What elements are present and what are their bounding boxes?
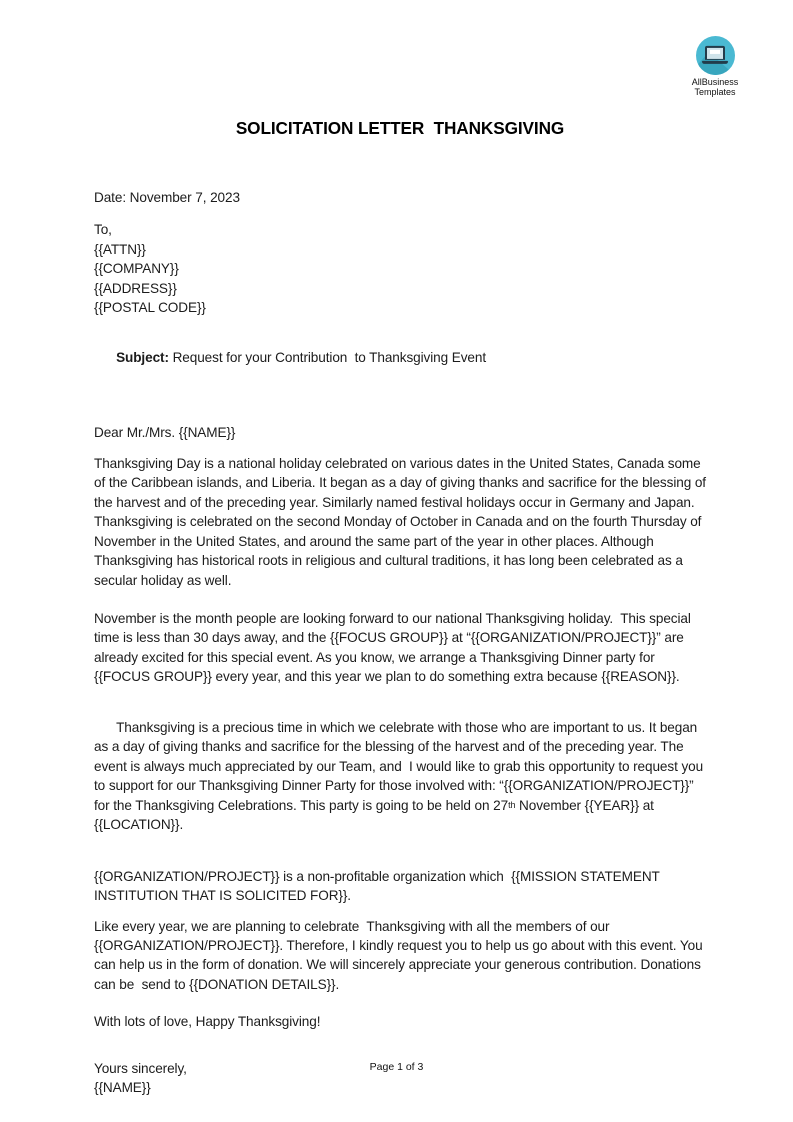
paragraph-dinner-party — [94, 699, 706, 854]
paragraph-organization-mission: {{ORGANIZATION/PROJECT}} is a non-profitable organization which {{MISSION STATEMENT INSTITUTION THAT IS SOLICITED FOR}}. — [94, 868, 664, 904]
date-line: Date: November 7, 2023 — [94, 190, 240, 205]
recipient-line-company: {{COMPANY}} — [94, 261, 179, 277]
closing-line: With lots of love, Happy Thanksgiving! — [94, 1014, 321, 1030]
letter-content — [94, 0, 710, 1097]
laptop-screen — [705, 45, 725, 59]
signoff: Yours sincerely, — [94, 1060, 187, 1076]
subject-line — [94, 328, 706, 386]
logo-text-line2: Templates — [694, 86, 736, 97]
document-title: SOLICITATION LETTER THANKSGIVING — [235, 118, 565, 138]
subject-label: Subject: — [116, 349, 169, 365]
recipient-line-attn: {{ATTN}} — [94, 241, 146, 257]
recipient-block — [94, 220, 706, 317]
signature-name: {{NAME}} — [94, 1080, 151, 1096]
logo-text-line1: AllBusiness — [691, 77, 739, 87]
paragraph-dinner-party-text: Thanksgiving is a precious time in which we celebrate with those who are important to us. It began as a day of giving thanks and sacrifice for the blessing of the harvest and of the preceding year. The event is always much appreciated by our Team, and I would like to grab this opportunity to request you to support for our Thanksgiving Dinner Party for those involved with: “{{ORGANIZATION/PROJECT}}” for the Thanksgiving Celebrations. This party is going to be held on 27 — [94, 719, 707, 813]
recipient-line-to: To, — [94, 222, 112, 238]
recipient-line-address: {{ADDRESS}} — [94, 280, 177, 296]
page-number-footer: Page 1 of 3 — [369, 1061, 424, 1073]
paragraph-donation-request: Like every year, we are planning to celebrate Thanksgiving with all the members of our {{ORGANIZATION/PROJECT}}. Therefore, I kindly request you to help us go about with this event. You can help us in the form of donation. We will sincerely appreciate your generous contribution. Donations can be send to {{DONATION DETAILS}}. — [94, 918, 707, 992]
ordinal-suffix: th — [508, 799, 516, 810]
paragraph-thanksgiving-history: Thanksgiving Day is a national holiday celebrated on various dates in the United States, Canada some of the Caribbean islands, and Liberia. It began as a day of giving thanks and sacrifice for the blessing of the harvest and of the preceding year. Similarly named festival holidays occur in Germany and Japan. Thanksgiving is celebrated on the second Monday of October in Canada and on the fourth Thursday of November in the United States, and around the same part of the year in other places. Although Thanksgiving has historical roots in religious and cultural traditions, it has long been celebrated as a secular holiday as well. — [94, 456, 710, 588]
paragraph-dinner-party-text2: November {{YEAR}} at {{LOCATION}}. — [94, 797, 658, 832]
paragraph-november-event: November is the month people are looking forward to our national Thanksgiving holiday. This special time is less than 30 days away, and the {{FOCUS GROUP}} at “{{ORGANIZATION/PROJECT}}” are already excited for this special event. As you know, we arrange a Thanksgiving Dinner party for {{FOCUS GROUP}} every year, and this year we plan to do something extra because {{REASON}}. — [94, 610, 695, 685]
recipient-line-postal-code: {{POSTAL CODE}} — [94, 300, 206, 316]
salutation: Dear Mr./Mrs. {{NAME}} — [94, 424, 236, 440]
subject-text: Request for your Contribution to Thanksgiving Event — [168, 349, 486, 365]
laptop-display — [707, 47, 723, 58]
